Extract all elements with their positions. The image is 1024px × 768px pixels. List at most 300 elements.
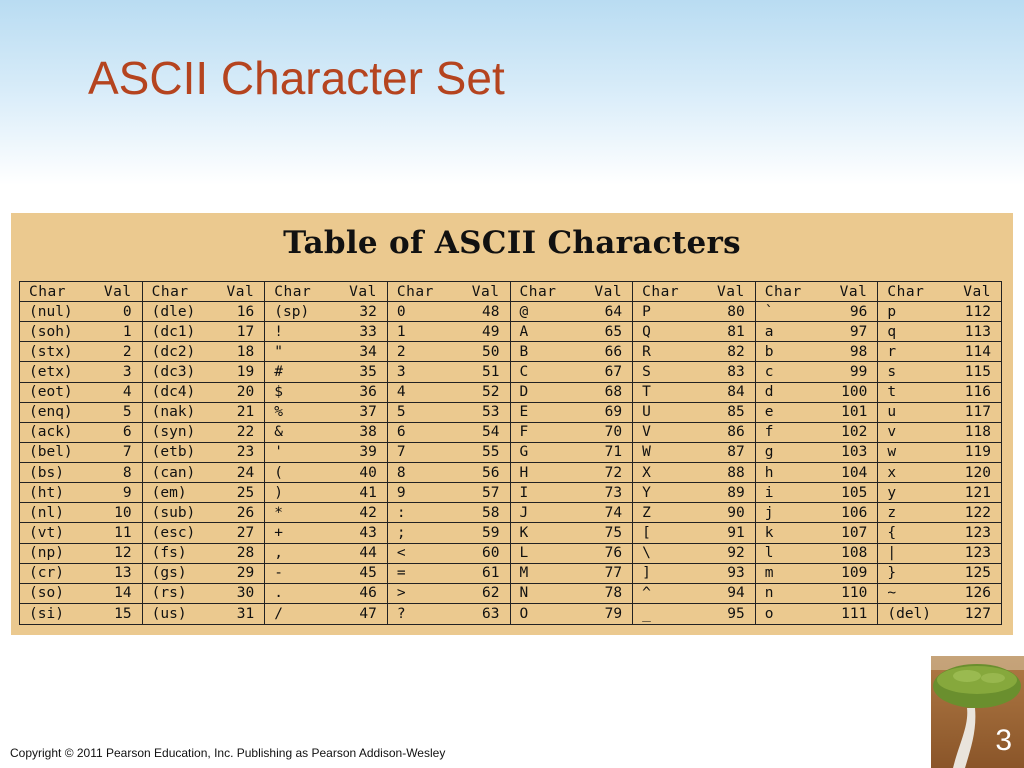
val-cell: 99	[849, 364, 868, 381]
char-cell: k	[764, 524, 774, 541]
val-cell: 122	[964, 504, 991, 521]
table-row	[143, 544, 265, 564]
char-cell: `	[764, 303, 774, 320]
copyright-footer: Copyright © 2011 Pearson Education, Inc. Publishing as Pearson Addison-Wesley	[10, 746, 446, 760]
char-cell: &	[274, 424, 283, 441]
header-val-label: Val	[717, 283, 745, 300]
val-cell: 102	[841, 424, 868, 441]
header-char-label: Char	[887, 283, 925, 300]
val-cell: 46	[359, 585, 377, 602]
val-cell: 108	[841, 545, 868, 562]
val-cell: 30	[236, 585, 255, 602]
ascii-column	[756, 282, 879, 624]
val-cell: 28	[236, 545, 255, 562]
table-row	[633, 544, 755, 564]
val-cell: 14	[114, 585, 132, 602]
table-row	[511, 544, 633, 564]
val-cell: 127	[964, 605, 991, 622]
ascii-column	[511, 282, 634, 624]
val-cell: 0	[122, 303, 132, 320]
table-row	[511, 584, 633, 604]
column-header	[633, 282, 755, 302]
char-cell: n	[764, 585, 774, 602]
table-row	[878, 463, 1001, 483]
table-row	[20, 403, 142, 423]
char-cell: )	[274, 484, 283, 501]
val-cell: 81	[727, 323, 745, 340]
val-cell: 109	[841, 565, 868, 582]
char-cell: 0	[396, 303, 406, 320]
char-cell: (cr)	[29, 565, 64, 582]
char-cell: '	[274, 444, 283, 461]
ascii-column	[20, 282, 143, 624]
val-cell: 35	[359, 364, 377, 381]
table-row	[143, 322, 265, 342]
val-cell: 10	[114, 504, 132, 521]
table-row	[143, 383, 265, 403]
val-cell: 17	[236, 323, 255, 340]
char-cell: (dc3)	[151, 364, 196, 381]
table-row	[878, 423, 1001, 443]
val-cell: 71	[604, 444, 623, 461]
val-cell: 96	[849, 303, 868, 320]
table-row	[511, 564, 633, 584]
table-row	[20, 342, 142, 362]
val-cell: 78	[604, 585, 623, 602]
val-cell: 114	[964, 343, 991, 360]
char-cell: (si)	[29, 605, 64, 622]
val-cell: 68	[604, 384, 623, 401]
ascii-column	[388, 282, 511, 624]
table-row	[633, 362, 755, 382]
char-cell: :	[396, 504, 406, 521]
table-row	[511, 383, 633, 403]
val-cell: 103	[841, 444, 868, 461]
val-cell: 3	[122, 364, 132, 381]
slide-title: ASCII Character Set	[88, 52, 505, 104]
char-cell: (rs)	[151, 585, 187, 602]
val-cell: 106	[841, 504, 868, 521]
table-row	[388, 342, 510, 362]
table-row	[143, 483, 265, 503]
val-cell: 61	[482, 565, 500, 582]
char-cell: (esc)	[151, 524, 196, 541]
header-char-label: Char	[764, 283, 802, 300]
val-cell: 93	[727, 565, 745, 582]
table-row	[388, 322, 510, 342]
char-cell: H	[519, 464, 529, 481]
char-cell: G	[519, 444, 529, 461]
char-cell: \	[642, 545, 651, 562]
table-row	[388, 362, 510, 382]
val-cell: 16	[236, 303, 255, 320]
table-row	[633, 463, 755, 483]
val-cell: 76	[604, 545, 623, 562]
val-cell: 113	[964, 323, 991, 340]
val-cell: 60	[482, 545, 500, 562]
char-cell: l	[764, 545, 774, 562]
table-row	[265, 503, 387, 523]
table-row	[388, 523, 510, 543]
ascii-column	[265, 282, 388, 624]
val-cell: 2	[122, 343, 132, 360]
char-cell: ]	[642, 565, 651, 582]
char-cell: J	[519, 504, 529, 521]
table-row	[756, 322, 878, 342]
table-row	[756, 362, 878, 382]
table-row	[756, 584, 878, 604]
table-row	[756, 483, 878, 503]
table-row	[878, 383, 1001, 403]
table-row	[756, 604, 878, 624]
val-cell: 33	[359, 323, 377, 340]
char-cell: E	[519, 404, 529, 421]
val-cell: 9	[122, 484, 132, 501]
char-cell: 1	[396, 323, 406, 340]
char-cell: $	[274, 384, 283, 401]
char-cell: I	[519, 484, 529, 501]
char-cell: s	[887, 364, 897, 381]
table-row	[143, 584, 265, 604]
char-cell: %	[274, 404, 283, 421]
char-cell: A	[519, 323, 529, 340]
table-row	[878, 544, 1001, 564]
table-row	[878, 523, 1001, 543]
table-row	[633, 584, 755, 604]
char-cell: o	[764, 605, 774, 622]
table-row	[265, 483, 387, 503]
table-row	[633, 383, 755, 403]
table-row	[756, 403, 878, 423]
val-cell: 121	[964, 484, 991, 501]
char-cell: z	[887, 504, 897, 521]
table-row	[143, 443, 265, 463]
ascii-column	[878, 282, 1001, 624]
char-cell: S	[642, 364, 651, 381]
char-cell: 4	[396, 384, 406, 401]
val-cell: 117	[964, 404, 991, 421]
table-row	[756, 544, 878, 564]
char-cell: ^	[642, 585, 651, 602]
val-cell: 88	[727, 464, 745, 481]
char-cell: U	[642, 404, 651, 421]
val-cell: 11	[114, 524, 132, 541]
char-cell: (gs)	[151, 565, 187, 582]
char-cell: p	[887, 303, 897, 320]
table-row	[511, 302, 633, 322]
val-cell: 1	[122, 323, 132, 340]
header-char-label: Char	[29, 283, 66, 300]
header-char-label: Char	[396, 283, 434, 300]
val-cell: 50	[482, 343, 500, 360]
char-cell: 7	[396, 444, 406, 461]
table-row	[633, 604, 755, 624]
char-cell: /	[274, 605, 283, 622]
table-row	[20, 604, 142, 624]
table-row	[20, 584, 142, 604]
val-cell: 53	[482, 404, 500, 421]
char-cell: R	[642, 343, 651, 360]
char-cell: |	[887, 545, 897, 562]
val-cell: 94	[727, 585, 745, 602]
val-cell: 65	[604, 323, 623, 340]
char-cell: b	[764, 343, 774, 360]
table-row	[633, 483, 755, 503]
table-row	[756, 463, 878, 483]
table-row	[756, 443, 878, 463]
val-cell: 57	[482, 484, 500, 501]
char-cell: "	[274, 343, 283, 360]
val-cell: 80	[727, 303, 745, 320]
table-row	[756, 302, 878, 322]
val-cell: 49	[482, 323, 500, 340]
char-cell: *	[274, 504, 283, 521]
slide-number: 3	[995, 724, 1012, 757]
char-cell: (etb)	[151, 444, 196, 461]
char-cell: g	[764, 444, 774, 461]
table-row	[878, 342, 1001, 362]
char-cell: (enq)	[29, 404, 73, 421]
table-row	[265, 584, 387, 604]
val-cell: 112	[964, 303, 991, 320]
val-cell: 123	[964, 545, 991, 562]
char-cell: Q	[642, 323, 651, 340]
char-cell: (syn)	[151, 424, 196, 441]
table-row	[878, 362, 1001, 382]
table-row	[143, 503, 265, 523]
char-cell: (del)	[887, 605, 932, 622]
table-row	[143, 604, 265, 624]
char-cell: 2	[396, 343, 406, 360]
char-cell: w	[887, 444, 897, 461]
val-cell: 24	[236, 464, 255, 481]
table-row	[388, 443, 510, 463]
table-row	[20, 483, 142, 503]
table-row	[633, 564, 755, 584]
char-cell: (vt)	[29, 524, 64, 541]
table-row	[388, 544, 510, 564]
char-cell: +	[274, 524, 283, 541]
val-cell: 51	[482, 364, 500, 381]
header-val-label: Val	[963, 283, 991, 300]
table-row	[20, 544, 142, 564]
val-cell: 20	[236, 384, 255, 401]
val-cell: 31	[236, 605, 255, 622]
char-cell: Z	[642, 504, 651, 521]
char-cell: !	[274, 323, 283, 340]
column-header	[265, 282, 387, 302]
table-row	[633, 403, 755, 423]
char-cell: y	[887, 484, 897, 501]
char-cell: (nl)	[29, 504, 64, 521]
table-row	[20, 423, 142, 443]
char-cell: ~	[887, 585, 897, 602]
char-cell: [	[642, 524, 651, 541]
ascii-column	[633, 282, 756, 624]
val-cell: 47	[359, 605, 377, 622]
table-row	[511, 463, 633, 483]
val-cell: 5	[122, 404, 132, 421]
table-row	[633, 342, 755, 362]
char-cell: D	[519, 384, 529, 401]
char-cell: O	[519, 605, 529, 622]
header-char-label: Char	[151, 283, 189, 300]
table-row	[143, 523, 265, 543]
val-cell: 83	[727, 364, 745, 381]
column-header	[511, 282, 633, 302]
char-cell: (sp)	[274, 303, 310, 320]
table-row	[388, 503, 510, 523]
val-cell: 23	[236, 444, 255, 461]
table-row	[265, 423, 387, 443]
val-cell: 40	[359, 464, 377, 481]
char-cell: (ht)	[29, 484, 64, 501]
ascii-table-image	[11, 213, 1013, 635]
char-cell: (em)	[151, 484, 187, 501]
table-row	[388, 403, 510, 423]
table-row	[756, 564, 878, 584]
char-cell: T	[642, 384, 651, 401]
val-cell: 42	[359, 504, 377, 521]
char-cell: (	[274, 464, 283, 481]
char-cell: c	[764, 364, 774, 381]
table-row	[265, 362, 387, 382]
char-cell: >	[396, 585, 406, 602]
table-row	[265, 383, 387, 403]
val-cell: 43	[359, 524, 377, 541]
table-row	[388, 604, 510, 624]
char-cell: f	[764, 424, 774, 441]
val-cell: 95	[727, 605, 745, 622]
table-row	[20, 463, 142, 483]
table-row	[388, 383, 510, 403]
val-cell: 32	[359, 303, 377, 320]
val-cell: 13	[114, 565, 132, 582]
header-val-label: Val	[349, 283, 377, 300]
char-cell: i	[764, 484, 774, 501]
char-cell: =	[396, 565, 406, 582]
val-cell: 37	[359, 404, 377, 421]
val-cell: 97	[849, 323, 868, 340]
val-cell: 36	[359, 384, 377, 401]
table-row	[265, 322, 387, 342]
val-cell: 41	[359, 484, 377, 501]
char-cell: M	[519, 565, 529, 582]
char-cell: (dle)	[151, 303, 196, 320]
table-row	[633, 443, 755, 463]
val-cell: 82	[727, 343, 745, 360]
val-cell: 110	[841, 585, 868, 602]
table-row	[878, 443, 1001, 463]
val-cell: 98	[849, 343, 868, 360]
val-cell: 12	[114, 545, 132, 562]
column-header	[143, 282, 265, 302]
char-cell: (np)	[29, 545, 64, 562]
char-cell: 5	[396, 404, 406, 421]
val-cell: 25	[236, 484, 255, 501]
table-row	[265, 302, 387, 322]
char-cell: (dc2)	[151, 343, 196, 360]
char-cell: 6	[396, 424, 406, 441]
val-cell: 18	[236, 343, 255, 360]
char-cell: <	[396, 545, 406, 562]
char-cell: 8	[396, 464, 406, 481]
val-cell: 84	[727, 384, 745, 401]
table-row	[143, 403, 265, 423]
char-cell: v	[887, 424, 897, 441]
char-cell: (us)	[151, 605, 187, 622]
char-cell: (fs)	[151, 545, 187, 562]
val-cell: 123	[964, 524, 991, 541]
char-cell: e	[764, 404, 774, 421]
val-cell: 19	[236, 364, 255, 381]
val-cell: 22	[236, 424, 255, 441]
table-row	[511, 443, 633, 463]
table-row	[20, 503, 142, 523]
table-row	[265, 544, 387, 564]
char-cell: a	[764, 323, 774, 340]
char-cell: X	[642, 464, 651, 481]
char-cell: u	[887, 404, 897, 421]
table-row	[388, 463, 510, 483]
val-cell: 48	[482, 303, 500, 320]
val-cell: 56	[482, 464, 500, 481]
table-row	[511, 342, 633, 362]
table-row	[388, 423, 510, 443]
table-row	[143, 302, 265, 322]
table-row	[878, 483, 1001, 503]
table-row	[756, 342, 878, 362]
val-cell: 92	[727, 545, 745, 562]
val-cell: 58	[482, 504, 500, 521]
val-cell: 104	[841, 464, 868, 481]
header-val-label: Val	[471, 283, 500, 300]
val-cell: 8	[122, 464, 132, 481]
table-row	[756, 423, 878, 443]
val-cell: 116	[964, 384, 991, 401]
char-cell: B	[519, 343, 529, 360]
header-char-label: Char	[274, 283, 312, 300]
char-cell: _	[642, 605, 651, 622]
val-cell: 85	[727, 404, 745, 421]
val-cell: 59	[482, 524, 500, 541]
val-cell: 70	[604, 424, 623, 441]
val-cell: 7	[122, 444, 132, 461]
table-row	[756, 503, 878, 523]
header-val-label: Val	[103, 283, 132, 300]
char-cell: Y	[642, 484, 651, 501]
char-cell: (etx)	[29, 364, 73, 381]
table-row	[878, 604, 1001, 624]
val-cell: 120	[964, 464, 991, 481]
table-row	[20, 383, 142, 403]
table-row	[143, 342, 265, 362]
char-cell: (dc4)	[151, 384, 196, 401]
char-cell: W	[642, 444, 651, 461]
table-row	[265, 403, 387, 423]
char-cell: F	[519, 424, 529, 441]
header-val-label: Val	[839, 283, 868, 300]
char-cell: j	[764, 504, 774, 521]
ascii-table	[19, 281, 1002, 625]
val-cell: 39	[359, 444, 377, 461]
val-cell: 21	[236, 404, 255, 421]
table-row	[633, 302, 755, 322]
val-cell: 105	[841, 484, 868, 501]
char-cell: r	[887, 343, 897, 360]
val-cell: 67	[604, 364, 623, 381]
table-row	[265, 342, 387, 362]
